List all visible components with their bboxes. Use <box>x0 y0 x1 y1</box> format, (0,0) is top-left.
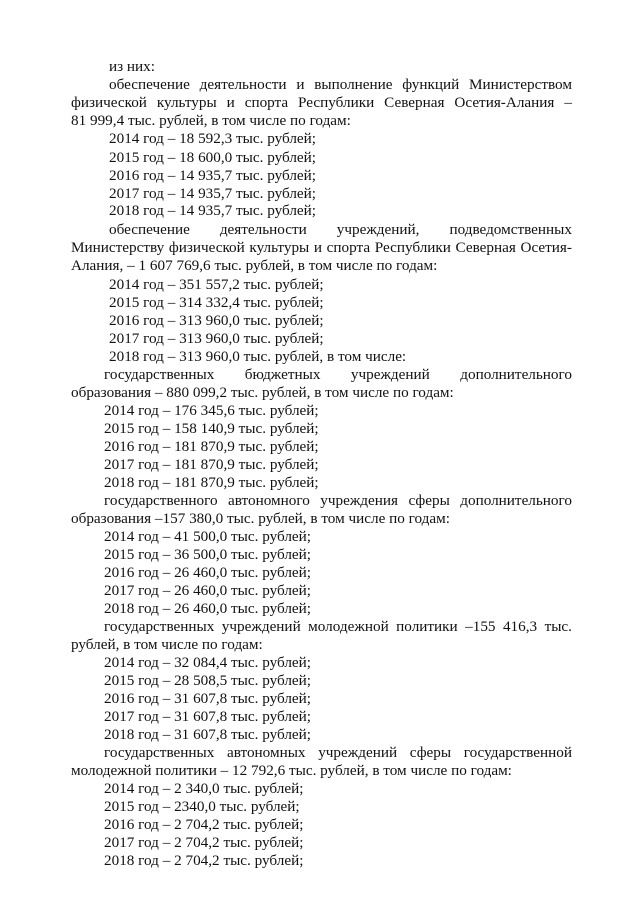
year-item: 2014 год – 41 500,0 тыс. рублей; <box>104 528 312 545</box>
year-item: 2015 год – 2340,0 тыс. рублей; <box>104 798 300 815</box>
year-item: 2016 год – 14 935,7 тыс. рублей; <box>109 167 317 184</box>
year-item: 2017 год – 31 607,8 тыс. рублей; <box>104 708 312 725</box>
paragraph-line: образования – 880 099,2 тыс. рублей, в том числе по годам: <box>71 384 454 401</box>
year-item: 2016 год – 31 607,8 тыс. рублей; <box>104 690 312 707</box>
year-item: 2014 год – 18 592,3 тыс. рублей; <box>109 130 317 147</box>
year-item: 2017 год – 181 870,9 тыс. рублей; <box>104 456 319 473</box>
paragraph-line: рублей, в том числе по годам: <box>71 636 263 653</box>
year-item: 2018 год – 2 704,2 тыс. рублей; <box>104 852 304 869</box>
year-item: 2017 год – 313 960,0 тыс. рублей; <box>109 330 324 347</box>
year-item: 2015 год – 158 140,9 тыс. рублей; <box>104 420 319 437</box>
year-item: 2014 год – 2 340,0 тыс. рублей; <box>104 780 304 797</box>
year-item: 2014 год – 351 557,2 тыс. рублей; <box>109 276 324 293</box>
year-item: 2018 год – 14 935,7 тыс. рублей; <box>109 202 317 219</box>
year-item: 2015 год – 28 508,5 тыс. рублей; <box>104 672 312 689</box>
year-item: 2015 год – 36 500,0 тыс. рублей; <box>104 546 312 563</box>
year-item: 2016 год – 2 704,2 тыс. рублей; <box>104 816 304 833</box>
year-item: 2018 год – 26 460,0 тыс. рублей; <box>104 600 312 617</box>
paragraph-line: 81 999,4 тыс. рублей, в том числе по годам: <box>71 112 351 129</box>
paragraph-line: молодежной политики – 12 792,6 тыс. рублей, в том числе по годам: <box>71 762 512 779</box>
year-item: 2018 год – 313 960,0 тыс. рублей, в том числе: <box>109 348 407 365</box>
paragraph-line: Министерству физической культуры и спорта Республики Северная Осетия- <box>71 239 572 256</box>
paragraph-line: государственных учреждений молодежной политики –155 416,3 тыс. <box>104 618 572 635</box>
year-item: 2017 год – 26 460,0 тыс. рублей; <box>104 582 312 599</box>
year-item: 2017 год – 2 704,2 тыс. рублей; <box>104 834 304 851</box>
year-item: 2016 год – 181 870,9 тыс. рублей; <box>104 438 319 455</box>
paragraph-line: физической культуры и спорта Республики Северная Осетия-Алания – <box>71 94 572 111</box>
year-item: 2015 год – 18 600,0 тыс. рублей; <box>109 149 317 166</box>
year-item: 2014 год – 32 084,4 тыс. рублей; <box>104 654 312 671</box>
year-item: 2016 год – 26 460,0 тыс. рублей; <box>104 564 312 581</box>
paragraph-line: государственного автономного учреждения сферы дополнительного <box>104 492 572 509</box>
paragraph-line: государственных бюджетных учреждений дополнительного <box>104 366 572 383</box>
paragraph-line: государственных автономных учреждений сферы государственной <box>104 744 572 761</box>
paragraph-line: обеспечение деятельности и выполнение функций Министерством <box>109 76 572 93</box>
year-item: 2017 год – 14 935,7 тыс. рублей; <box>109 185 317 202</box>
year-item: 2018 год – 31 607,8 тыс. рублей; <box>104 726 312 743</box>
year-item: 2014 год – 176 345,6 тыс. рублей; <box>104 402 319 419</box>
intro-text: из них: <box>109 58 155 75</box>
paragraph-line: обеспечение деятельности учреждений, подведомственных <box>109 221 572 238</box>
paragraph-line: образования –157 380,0 тыс. рублей, в том числе по годам: <box>71 510 450 527</box>
year-item: 2015 год – 314 332,4 тыс. рублей; <box>109 294 324 311</box>
paragraph-line: Алания, – 1 607 769,6 тыс. рублей, в том числе по годам: <box>71 257 438 274</box>
year-item: 2016 год – 313 960,0 тыс. рублей; <box>109 312 324 329</box>
year-item: 2018 год – 181 870,9 тыс. рублей; <box>104 474 319 491</box>
